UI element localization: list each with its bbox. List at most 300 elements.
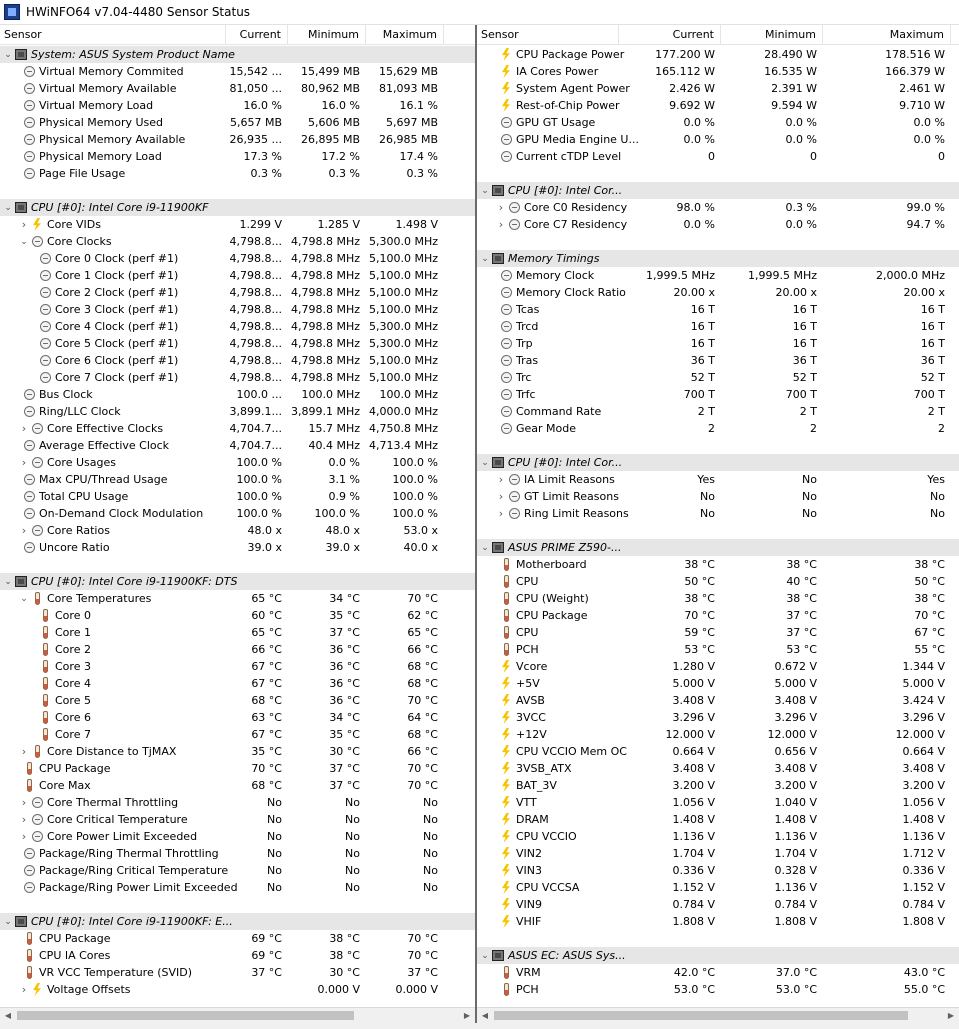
minimum-value: 1.136 V	[774, 830, 817, 843]
sensor-gauge-icon	[22, 99, 36, 113]
expand-chevron-icon[interactable]: ›	[21, 456, 27, 469]
expand-chevron-icon[interactable]: ⌄	[4, 576, 12, 587]
spacer-row	[477, 522, 959, 539]
current-value: 16 T	[690, 337, 715, 350]
maximum-value: 43.0 °C	[903, 966, 945, 979]
sensor-label: ASUS EC: ASUS Sys...	[508, 949, 626, 962]
expand-chevron-icon[interactable]: ⌄	[481, 253, 489, 264]
sensor-gauge-icon	[38, 320, 52, 334]
sensor-row[interactable]	[477, 641, 959, 658]
sensor-row[interactable]	[0, 165, 475, 182]
sensor-row[interactable]	[477, 964, 959, 981]
expand-chevron-icon[interactable]: ›	[21, 218, 27, 231]
sensor-row[interactable]	[477, 267, 959, 284]
scroll-left-arrow-icon[interactable]: ◀	[481, 1011, 489, 1020]
maximum-value: 70 °C	[914, 609, 945, 622]
sensor-row[interactable]	[477, 777, 959, 794]
maximum-value: 70 °C	[407, 762, 438, 775]
column-header-sensor[interactable]: Sensor	[477, 25, 619, 44]
sensor-gauge-icon	[22, 881, 36, 895]
sensor-row[interactable]	[0, 658, 475, 675]
sensor-row[interactable]	[477, 743, 959, 760]
sensor-gauge-icon	[22, 405, 36, 419]
minimum-value	[288, 913, 366, 930]
maximum-value: 100.0 %	[392, 473, 438, 486]
sensor-group-header[interactable]	[0, 573, 475, 590]
sensor-row[interactable]	[0, 301, 475, 318]
thermometer-icon	[499, 592, 513, 606]
current-value: 68 °C	[251, 694, 282, 707]
sensor-name-cell	[0, 607, 226, 624]
sensor-row[interactable]	[0, 743, 475, 760]
collapse-chevron-icon[interactable]: ⌄	[20, 236, 28, 247]
sensor-row[interactable]	[0, 539, 475, 556]
current-value: 1.056 V	[672, 796, 715, 809]
right-sensor-pane[interactable]	[477, 25, 959, 1023]
sensor-row[interactable]	[477, 845, 959, 862]
sensor-row[interactable]	[477, 726, 959, 743]
thermometer-icon	[22, 779, 36, 793]
sensor-row[interactable]	[0, 675, 475, 692]
sensor-row[interactable]	[0, 403, 475, 420]
sensor-row[interactable]	[0, 879, 475, 896]
sensor-row[interactable]	[0, 930, 475, 947]
sensor-name-cell	[477, 794, 619, 811]
sensor-row[interactable]	[0, 981, 475, 998]
column-header-current[interactable]: Current	[619, 25, 721, 44]
chip-icon	[14, 48, 28, 62]
minimum-value: 38 °C	[329, 949, 360, 962]
scrollbar-thumb[interactable]	[494, 1011, 908, 1020]
sensor-row[interactable]	[0, 386, 475, 403]
maximum-value: 3.296 V	[902, 711, 945, 724]
left-column-header	[0, 25, 475, 45]
maximum-value: 66 °C	[407, 643, 438, 656]
maximum-value: 53.0 x	[403, 524, 438, 537]
left-horizontal-scrollbar[interactable]	[0, 1007, 475, 1023]
scrollbar-thumb[interactable]	[17, 1011, 354, 1020]
left-sensor-pane[interactable]	[0, 25, 475, 1023]
current-value: 39.0 x	[247, 541, 282, 554]
expand-chevron-icon[interactable]: ⌄	[481, 950, 489, 961]
expand-chevron-icon[interactable]: ⌄	[4, 202, 12, 213]
sensor-row[interactable]	[0, 471, 475, 488]
sensor-row[interactable]	[477, 420, 959, 437]
minimum-value: 4,798.8 MHz	[290, 320, 360, 333]
minimum-value: 3.408 V	[774, 694, 817, 707]
sensor-label: IA Cores Power	[516, 65, 599, 78]
sensor-gauge-icon	[22, 439, 36, 453]
sensor-label: Ring Limit Reasons	[524, 507, 629, 520]
sensor-label: Average Effective Clock	[39, 439, 170, 452]
sensor-label: GT Limit Reasons	[524, 490, 619, 503]
sensor-row[interactable]	[0, 148, 475, 165]
sensor-label: PCH	[516, 983, 539, 996]
maximum-value: 20.00 x	[903, 286, 945, 299]
sensor-label: Voltage Offsets	[47, 983, 131, 996]
sensor-row[interactable]	[477, 403, 959, 420]
minimum-value: 37 °C	[329, 626, 360, 639]
sensor-group-header[interactable]	[477, 539, 959, 556]
lightning-bolt-icon	[499, 830, 513, 844]
sensor-name-cell	[0, 641, 226, 658]
sensor-row[interactable]	[477, 760, 959, 777]
current-value: 48.0 x	[247, 524, 282, 537]
sensor-row[interactable]	[0, 369, 475, 386]
scroll-right-arrow-icon[interactable]: ▶	[947, 1011, 955, 1020]
sensor-name-cell	[0, 97, 226, 114]
sensor-row[interactable]	[477, 488, 959, 505]
current-value	[226, 981, 288, 998]
sensor-group-header[interactable]	[477, 947, 959, 964]
thermometer-icon	[22, 932, 36, 946]
sensor-label: CPU [#0]: Intel Cor...	[508, 184, 623, 197]
sensor-name-cell	[477, 284, 626, 301]
current-value: 3.408 V	[672, 694, 715, 707]
sensor-row[interactable]	[0, 624, 475, 641]
sensor-gauge-icon	[38, 286, 52, 300]
sensor-row[interactable]	[0, 726, 475, 743]
minimum-value: No	[345, 847, 360, 860]
expand-chevron-icon[interactable]: ⌄	[481, 457, 489, 468]
sensor-row[interactable]	[477, 879, 959, 896]
sensor-row[interactable]	[477, 913, 959, 930]
column-header-minimum[interactable]: Minimum	[288, 25, 366, 44]
sensor-row[interactable]	[0, 437, 475, 454]
current-value: 1.152 V	[672, 881, 715, 894]
sensor-name-cell	[477, 896, 619, 913]
minimum-value: No	[802, 473, 817, 486]
expand-chevron-icon[interactable]: ›	[21, 813, 27, 826]
current-value: 42.0 °C	[673, 966, 715, 979]
sensor-row[interactable]	[0, 420, 475, 437]
sensor-label: CPU [#0]: Intel Cor...	[508, 456, 623, 469]
expand-chevron-icon[interactable]: ›	[498, 490, 504, 503]
sensor-row[interactable]	[0, 641, 475, 658]
expand-chevron-icon[interactable]: ›	[498, 473, 504, 486]
current-value: 9.692 W	[669, 99, 715, 112]
maximum-value: 4,000.0 MHz	[368, 405, 438, 418]
sensor-row[interactable]	[0, 114, 475, 131]
sensor-label: Bus Clock	[39, 388, 93, 401]
sensor-row[interactable]	[0, 284, 475, 301]
current-value: 0.0 %	[683, 116, 715, 129]
sensor-label: +5V	[516, 677, 540, 690]
sensor-row[interactable]	[0, 233, 475, 250]
sensor-row[interactable]	[477, 97, 959, 114]
current-value	[619, 947, 721, 964]
sensor-row[interactable]	[477, 675, 959, 692]
scroll-left-arrow-icon[interactable]: ◀	[4, 1011, 12, 1020]
current-value: 0.784 V	[672, 898, 715, 911]
expand-chevron-icon[interactable]: ⌄	[481, 185, 489, 196]
current-value: 3,899.1...	[229, 405, 282, 418]
sensor-name-cell	[0, 522, 226, 539]
minimum-value: No	[345, 813, 360, 826]
sensor-row[interactable]	[477, 352, 959, 369]
sensor-label: CPU VCCIO Mem OC	[516, 745, 627, 758]
sensor-row[interactable]	[477, 471, 959, 488]
current-value: 67 °C	[251, 660, 282, 673]
sensor-row[interactable]	[0, 352, 475, 369]
minimum-value: 80,962 MB	[300, 82, 360, 95]
sensor-row[interactable]	[0, 709, 475, 726]
maximum-value: 0.784 V	[902, 898, 945, 911]
minimum-value: 3.200 V	[774, 779, 817, 792]
sensor-gauge-icon	[499, 337, 513, 351]
sensor-row[interactable]	[477, 318, 959, 335]
sensor-row[interactable]	[477, 607, 959, 624]
current-value: 16.0 %	[243, 99, 282, 112]
sensor-row[interactable]	[477, 46, 959, 63]
sensor-gauge-icon	[499, 150, 513, 164]
sensor-row[interactable]	[477, 369, 959, 386]
sensor-name-cell	[477, 573, 619, 590]
sensor-row[interactable]	[477, 624, 959, 641]
sensor-row[interactable]	[0, 811, 475, 828]
sensor-gauge-icon	[22, 507, 36, 521]
maximum-value: Yes	[927, 473, 945, 486]
sensor-row[interactable]	[477, 80, 959, 97]
sensor-row[interactable]	[0, 318, 475, 335]
scroll-right-arrow-icon[interactable]: ▶	[463, 1011, 471, 1020]
sensor-row[interactable]	[477, 199, 959, 216]
maximum-value: 65 °C	[407, 626, 438, 639]
sensor-label: Physical Memory Load	[39, 150, 162, 163]
sensor-row[interactable]	[0, 505, 475, 522]
expand-chevron-icon[interactable]: ›	[21, 524, 27, 537]
sensor-row[interactable]	[477, 131, 959, 148]
expand-chevron-icon[interactable]: ⌄	[4, 916, 12, 927]
sensor-row[interactable]	[477, 63, 959, 80]
sensor-row[interactable]	[477, 692, 959, 709]
sensor-row[interactable]	[0, 454, 475, 471]
minimum-value: 4,798.8 MHz	[290, 303, 360, 316]
sensor-name-cell	[477, 97, 619, 114]
sensor-row[interactable]	[477, 301, 959, 318]
sensor-row[interactable]	[0, 964, 475, 981]
sensor-name-cell	[477, 828, 619, 845]
sensor-row[interactable]	[0, 828, 475, 845]
column-header-current[interactable]: Current	[226, 25, 288, 44]
maximum-value: 1.152 V	[902, 881, 945, 894]
current-value: 1.280 V	[672, 660, 715, 673]
minimum-value: 9.594 W	[771, 99, 817, 112]
maximum-value: 40.0 x	[403, 541, 438, 554]
lightning-bolt-icon	[499, 881, 513, 895]
maximum-value: 0.0 %	[913, 116, 945, 129]
maximum-value: No	[930, 507, 945, 520]
sensor-row[interactable]	[0, 777, 475, 794]
sensor-name-cell	[477, 964, 619, 981]
sensor-row[interactable]	[0, 947, 475, 964]
minimum-value: 37.0 °C	[775, 966, 817, 979]
maximum-value: 5,300.0 MHz	[368, 337, 438, 350]
sensor-gauge-icon	[499, 303, 513, 317]
sensor-name-cell	[477, 947, 626, 964]
minimum-value: 20.00 x	[775, 286, 817, 299]
sensor-gauge-icon	[499, 269, 513, 283]
sensor-group-header[interactable]	[477, 250, 959, 267]
column-header-minimum[interactable]: Minimum	[721, 25, 823, 44]
thermometer-icon	[499, 626, 513, 640]
sensor-label: Core 5 Clock (perf #1)	[55, 337, 179, 350]
sensor-group-header[interactable]	[0, 46, 475, 63]
sensor-gauge-icon	[507, 201, 521, 215]
right-horizontal-scrollbar[interactable]	[477, 1007, 959, 1023]
sensor-row[interactable]	[477, 556, 959, 573]
sensor-row[interactable]	[477, 981, 959, 998]
sensor-label: VHIF	[516, 915, 542, 928]
lightning-bolt-icon	[499, 762, 513, 776]
expand-chevron-icon[interactable]: ›	[21, 796, 27, 809]
column-header-sensor[interactable]: Sensor	[0, 25, 226, 44]
collapse-chevron-icon[interactable]: ⌄	[20, 593, 28, 604]
expand-chevron-icon[interactable]: ⌄	[4, 49, 12, 60]
minimum-value: 1.408 V	[774, 813, 817, 826]
lightning-bolt-icon	[499, 813, 513, 827]
sensor-row[interactable]	[0, 760, 475, 777]
sensor-label: Command Rate	[516, 405, 602, 418]
current-value: 36 T	[690, 354, 715, 367]
maximum-value: 0.0 %	[913, 133, 945, 146]
maximum-value: 100.0 %	[392, 490, 438, 503]
sensor-row[interactable]	[477, 590, 959, 607]
sensor-gauge-icon	[38, 269, 52, 283]
thermometer-icon	[38, 626, 52, 640]
maximum-value: 1.408 V	[902, 813, 945, 826]
sensor-group-header[interactable]	[477, 182, 959, 199]
sensor-row[interactable]	[0, 862, 475, 879]
sensor-group-header[interactable]	[0, 913, 475, 930]
sensor-row[interactable]	[477, 896, 959, 913]
expand-chevron-icon[interactable]: ›	[21, 745, 27, 758]
sensor-label: Motherboard	[516, 558, 587, 571]
sensor-row[interactable]	[477, 148, 959, 165]
sensor-label: VIN3	[516, 864, 542, 877]
sensor-row[interactable]	[0, 607, 475, 624]
sensor-name-cell	[0, 845, 226, 862]
sensor-row[interactable]	[0, 522, 475, 539]
current-value: 1,999.5 MHz	[645, 269, 715, 282]
sensor-row[interactable]	[477, 573, 959, 590]
expand-chevron-icon[interactable]: ›	[21, 983, 27, 996]
sensor-name-cell	[0, 913, 233, 930]
minimum-value: 37 °C	[786, 626, 817, 639]
expand-chevron-icon[interactable]: ›	[498, 507, 504, 520]
maximum-value: 16.1 %	[399, 99, 438, 112]
sensor-row[interactable]	[477, 335, 959, 352]
sensor-row[interactable]	[0, 267, 475, 284]
sensor-name-cell	[477, 114, 619, 131]
minimum-value: 40.4 MHz	[308, 439, 360, 452]
sensor-row[interactable]	[0, 216, 475, 233]
expand-chevron-icon[interactable]: ›	[498, 201, 504, 214]
sensor-label: ASUS PRIME Z590-...	[508, 541, 622, 554]
minimum-value: 52 T	[792, 371, 817, 384]
sensor-name-cell	[0, 46, 235, 63]
sensor-gauge-icon	[507, 507, 521, 521]
column-header-maximum[interactable]: Maximum	[823, 25, 951, 44]
sensor-row[interactable]	[477, 811, 959, 828]
thermometer-icon	[38, 660, 52, 674]
current-value: 2	[708, 422, 715, 435]
sensor-group-header[interactable]	[477, 454, 959, 471]
sensor-name-cell	[477, 743, 627, 760]
sensor-label: 3VCC	[516, 711, 546, 724]
column-header-maximum[interactable]: Maximum	[366, 25, 444, 44]
expand-chevron-icon[interactable]: ›	[498, 218, 504, 231]
sensor-row[interactable]	[0, 250, 475, 267]
sensor-row[interactable]	[0, 590, 475, 607]
sensor-row[interactable]	[0, 692, 475, 709]
sensor-gauge-icon	[22, 167, 36, 181]
current-value: 5.000 V	[672, 677, 715, 690]
sensor-row[interactable]	[477, 386, 959, 403]
sensor-row[interactable]	[0, 794, 475, 811]
minimum-value	[288, 46, 366, 63]
current-value: 70 °C	[251, 762, 282, 775]
minimum-value: 4,798.8 MHz	[290, 269, 360, 282]
minimum-value: 4,798.8 MHz	[290, 286, 360, 299]
sensor-label: Uncore Ratio	[39, 541, 110, 554]
sensor-row[interactable]	[477, 794, 959, 811]
sensor-row[interactable]	[477, 505, 959, 522]
sensor-row[interactable]	[477, 828, 959, 845]
sensor-label: Package/Ring Critical Temperature	[39, 864, 229, 877]
sensor-name-cell	[0, 352, 226, 369]
sensor-row[interactable]	[477, 709, 959, 726]
sensor-row[interactable]	[477, 658, 959, 675]
sensor-row[interactable]	[477, 284, 959, 301]
sensor-group-header[interactable]	[0, 199, 475, 216]
sensor-row[interactable]	[0, 488, 475, 505]
minimum-value: 36 °C	[329, 660, 360, 673]
sensor-row[interactable]	[0, 131, 475, 148]
maximum-value: 70 °C	[407, 592, 438, 605]
sensor-row[interactable]	[0, 335, 475, 352]
current-value: 1.704 V	[672, 847, 715, 860]
sensor-name-cell	[477, 607, 619, 624]
sensor-name-cell	[0, 165, 226, 182]
sensor-row[interactable]	[477, 862, 959, 879]
sensor-row[interactable]	[477, 216, 959, 233]
maximum-value: 67 °C	[914, 626, 945, 639]
current-value: 0.664 V	[672, 745, 715, 758]
lightning-bolt-icon	[499, 660, 513, 674]
expand-chevron-icon[interactable]: ⌄	[481, 542, 489, 553]
maximum-value	[823, 250, 951, 267]
current-value: 3.408 V	[672, 762, 715, 775]
minimum-value: 1.808 V	[774, 915, 817, 928]
sensor-row[interactable]	[0, 845, 475, 862]
sensor-label: Core Usages	[47, 456, 116, 469]
sensor-row[interactable]	[0, 80, 475, 97]
thermometer-icon	[30, 745, 44, 759]
maximum-value: 0.000 V	[395, 983, 438, 996]
sensor-row[interactable]	[0, 97, 475, 114]
maximum-value: No	[423, 830, 438, 843]
expand-chevron-icon[interactable]: ›	[21, 422, 27, 435]
sensor-row[interactable]	[477, 114, 959, 131]
sensor-name-cell	[477, 386, 619, 403]
sensor-label: VIN2	[516, 847, 542, 860]
expand-chevron-icon[interactable]: ›	[21, 830, 27, 843]
sensor-row[interactable]	[0, 63, 475, 80]
sensor-name-cell	[0, 216, 226, 233]
sensor-name-cell	[477, 199, 628, 216]
maximum-value: 2.461 W	[899, 82, 945, 95]
